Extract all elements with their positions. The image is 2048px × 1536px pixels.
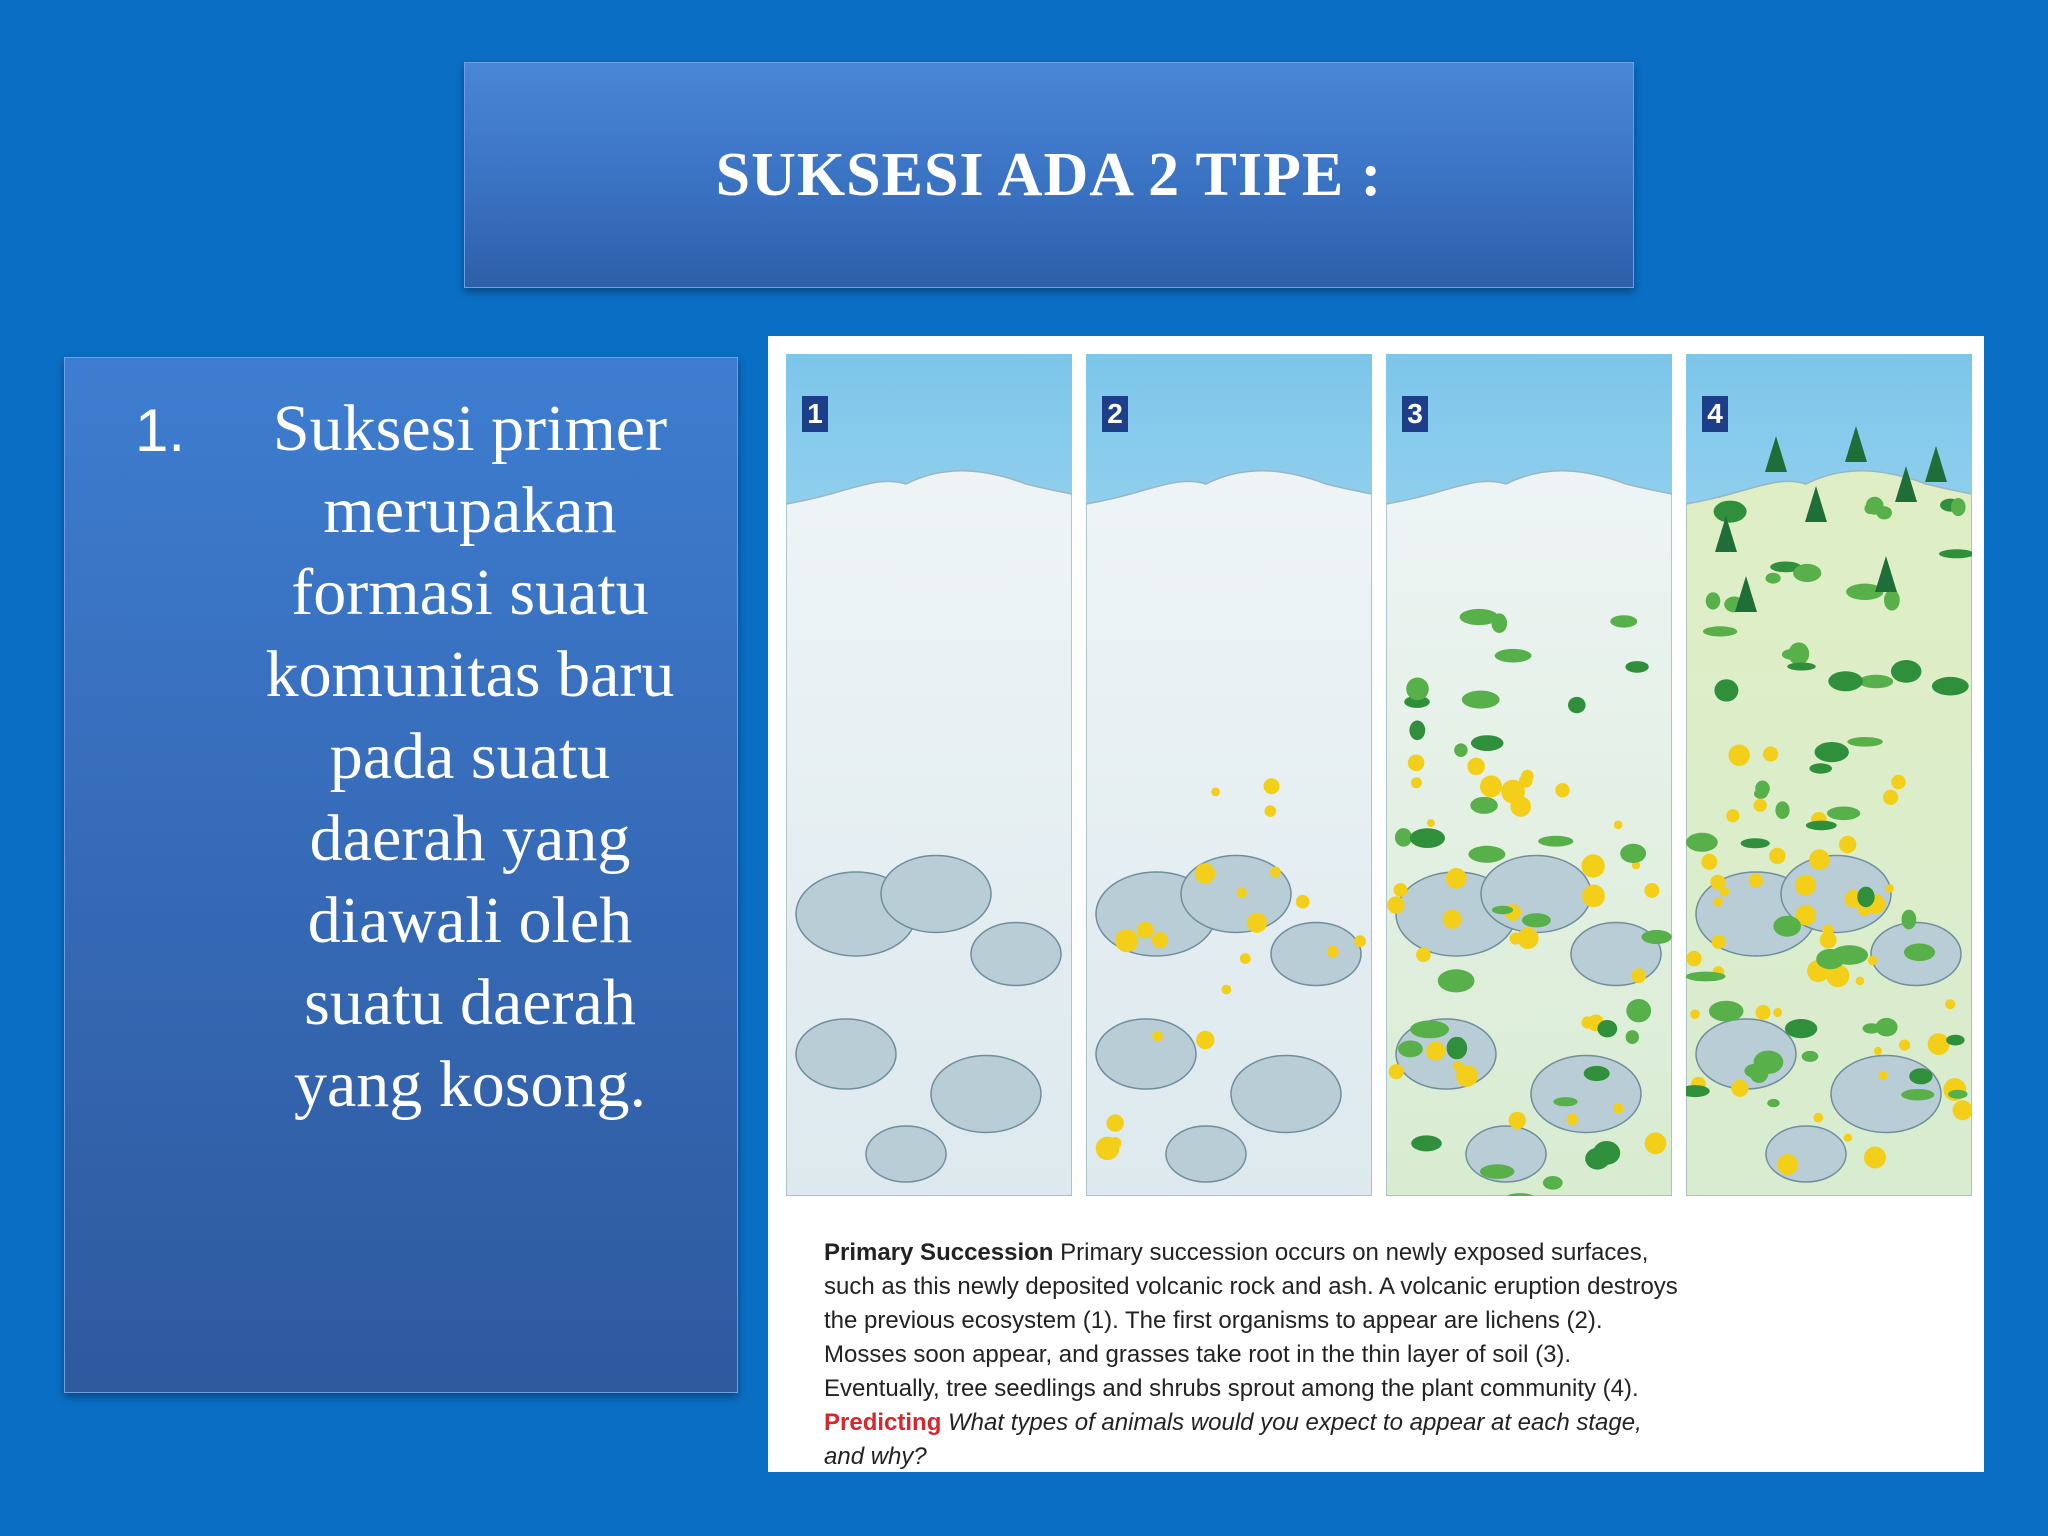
lichen-patch [1644,883,1659,898]
lichen-patch [1265,805,1277,817]
grass-clump [1827,807,1860,821]
grass-clump [1626,999,1651,1022]
lichen-patch [1137,922,1154,939]
grass-clump [1398,1041,1423,1058]
lichen-patch [1839,836,1856,853]
caption-heading: Primary Succession [824,1239,1054,1266]
grass-clump [1951,498,1966,516]
lichen-patch [1270,867,1281,878]
lichen-patch [1237,888,1247,898]
grass-clump [1522,913,1551,927]
grass-clump [1492,613,1508,633]
grass-clump [1884,590,1900,611]
lichen-patch [1701,854,1717,870]
lichen-patch [1690,1009,1700,1019]
grass-clump [1553,1097,1577,1106]
rock [971,923,1061,986]
rock [1231,1056,1341,1133]
succession-figure [768,336,1984,1472]
grass-clump [1932,677,1969,696]
lichen-patch [1211,788,1220,797]
lichen-patch [1240,953,1251,964]
rock [881,856,991,933]
lichen-patch [1426,1041,1445,1060]
grass-clump [1706,592,1721,609]
lichen-patch [1756,1005,1771,1020]
panel-number-badge: 3 [1402,396,1428,432]
grass-clump [1471,735,1504,751]
lichen-patch [1354,935,1366,947]
succession-panel-2 [1086,354,1372,1196]
grass-clump [1610,615,1637,627]
grass-clump [1626,1030,1639,1044]
grass-clump [1828,671,1863,691]
rock [796,1019,896,1089]
lichen-patch [1820,932,1837,949]
lichen-patch [1809,849,1830,870]
lichen-patch [1467,758,1485,776]
lichen-patch [1107,1114,1124,1131]
panel-number-badge: 1 [802,396,828,432]
panel-illustration [1386,354,1672,1196]
grass-clump [1406,678,1429,701]
lichen-patch [1152,932,1168,948]
list-item-text: Suksesi primer merupakan formasi suatu komunitas baru pada suatu daerah yang diawali oleh suatu daerah yang kosong. [265,392,675,1121]
rock [1096,1019,1196,1089]
lichen-patch [1777,1154,1798,1175]
lichen-patch [1844,1134,1852,1142]
grass-clump [1538,836,1573,847]
panel-number-badge: 4 [1702,396,1728,432]
lichen-patch [1749,874,1763,888]
lichen-patch [1928,1033,1950,1055]
grass-clump [1395,828,1412,847]
grass-clump [1904,944,1935,962]
grass-clump [1901,1089,1934,1100]
lichen-patch [1296,895,1310,909]
grass-clump [1866,497,1884,515]
grass-clump [1492,906,1513,914]
lichen-patch [1446,868,1467,889]
grass-clump [1703,626,1737,636]
grass-clump [1754,1051,1784,1074]
grass-clump [1438,969,1475,992]
grass-clump [1447,1037,1468,1060]
lichen-patch [1195,863,1216,884]
lichen-patch [1731,1080,1748,1097]
grass-clump [1585,1148,1610,1170]
lichen-patch [1387,896,1404,913]
grass-clump [1462,691,1500,709]
lichen-patch [1953,1100,1972,1120]
lichen-patch [1763,746,1778,761]
grass-clump [1775,801,1789,819]
grass-clump [1584,1066,1610,1081]
lichen-patch [1264,778,1280,794]
lichen-patch [1222,985,1232,995]
lichen-patch [1813,1113,1823,1123]
lichen-patch [1754,799,1767,812]
grass-clump [1802,1051,1819,1062]
figure-caption [824,1236,1684,1474]
grass-clump [1620,844,1646,863]
lichen-patch [1891,775,1905,789]
list-number: 1. [135,397,186,464]
grass-clump [1410,1021,1449,1039]
panel-number-badge: 2 [1102,396,1128,432]
rock [931,1056,1041,1133]
grass-clump [1857,887,1874,908]
grass-clump [1741,838,1770,848]
lichen-patch [1389,1064,1404,1079]
lichen-patch [1795,875,1816,896]
grass-clump [1767,1099,1779,1107]
succession-panel-4 [1686,354,1972,1196]
lichen-patch [1247,913,1267,933]
lichen-patch [1582,1016,1594,1028]
lichen-patch [1631,968,1646,983]
lichen-patch [1567,1113,1579,1125]
grass-clump [1946,1035,1964,1046]
grass-clump [1409,721,1425,741]
grass-clump [1831,945,1868,965]
grass-clump [1714,501,1747,523]
grass-clump [1410,828,1445,848]
lichen-patch [1416,948,1431,963]
rock [1166,1126,1246,1182]
lichen-patch [1945,999,1955,1009]
lichen-patch [1110,1137,1122,1149]
lichen-patch [1519,774,1533,788]
lichen-patch [1480,775,1502,797]
rock [866,1126,946,1182]
panel-illustration [1086,354,1372,1196]
rock [1696,1019,1796,1089]
grass-clump [1847,737,1883,747]
lichen-patch [1720,887,1730,897]
grass-clump [1787,663,1816,671]
title-box [464,62,1634,288]
lichen-patch [1582,885,1605,908]
slide-title: SUKSESI ADA 2 TIPE : [715,140,1383,209]
lichen-patch [1327,946,1339,958]
lichen-patch [1427,819,1435,827]
grass-clump [1809,763,1832,773]
succession-panel-1 [786,354,1072,1196]
grass-clump [1642,930,1672,944]
grass-clump [1468,846,1505,863]
grass-clump [1709,1001,1744,1022]
lichen-patch [1728,745,1749,766]
grass-clump [1909,1068,1932,1084]
lichen-patch [1713,897,1722,906]
grass-clump [1470,797,1498,814]
lichen-patch [1510,796,1531,817]
lichen-patch [1773,1008,1782,1017]
caption-predicting-label: Predicting [824,1409,942,1436]
grass-clump [1948,1090,1967,1099]
lichen-patch [1726,809,1739,822]
rock [1766,1126,1846,1182]
grass-clump [1754,789,1768,799]
lichen-patch [1856,977,1865,986]
grass-clump [1568,697,1586,713]
grass-clump [1686,833,1718,852]
content-text-box [64,357,738,1393]
lichen-patch [1613,1103,1623,1113]
lichen-patch [1879,1071,1888,1080]
grass-clump [1766,573,1781,584]
lichen-patch [1686,951,1701,966]
panel-illustration [786,354,1072,1196]
grass-clump [1625,661,1648,673]
lichen-patch [1614,821,1623,830]
grass-clump [1815,742,1849,762]
lichen-patch [1581,854,1604,877]
caption-question: What types of animals would you expect to appear at each stage, and why? [824,1409,1642,1470]
lichen-patch [1509,1112,1526,1129]
lichen-patch [1712,935,1726,949]
rock [1531,1056,1641,1133]
grass-clump [1714,679,1738,701]
lichen-patch [1899,1040,1910,1051]
caption-body: Primary succession occurs on newly exposed surfaces, such as this newly deposited volcanic rock and ash. A volcanic eruption destroys the previous ecosystem (1). The first organisms to appear are lichens (2). Mosses soon appear, and grasses take root in the thin layer of soil (3). Eventually, tree seedlings and shrubs sprout among the plant community (4). [824,1239,1678,1402]
lichen-patch [1883,790,1898,805]
succession-panel-3 [1386,354,1672,1196]
lichen-patch [1510,932,1522,944]
grass-clump [1480,1164,1514,1179]
lichen-patch [1408,755,1425,772]
lichen-patch [1864,1147,1886,1169]
grass-clump [1454,743,1467,757]
grass-clump [1686,972,1726,982]
lichen-patch [1645,1132,1667,1154]
rock [1271,923,1361,986]
lichen-patch [1411,777,1422,788]
lichen-patch [1769,848,1785,864]
grass-clump [1597,1020,1617,1037]
panel-illustration [1686,354,1972,1196]
grass-clump [1773,916,1801,937]
lichen-patch [1456,1065,1478,1087]
grass-clump [1859,675,1893,688]
lichen-patch [1874,1047,1882,1055]
grass-clump [1782,649,1801,660]
lichen-patch [1115,929,1138,952]
grass-clump [1891,660,1922,683]
grass-clump [1793,564,1821,582]
grass-clump [1411,1135,1442,1151]
lichen-patch [1868,956,1877,965]
grass-clump [1806,821,1837,831]
grass-clump [1543,1176,1563,1190]
grass-clump [1902,910,1917,930]
grass-clump [1495,649,1532,663]
lichen-patch [1196,1031,1214,1049]
grass-clump [1785,1019,1817,1038]
lichen-patch [1886,884,1894,892]
lichen-patch [1394,883,1408,897]
grass-clump [1863,1023,1881,1033]
lichen-patch [1555,783,1569,797]
lichen-patch [1443,910,1462,929]
lichen-patch [1152,1031,1163,1042]
